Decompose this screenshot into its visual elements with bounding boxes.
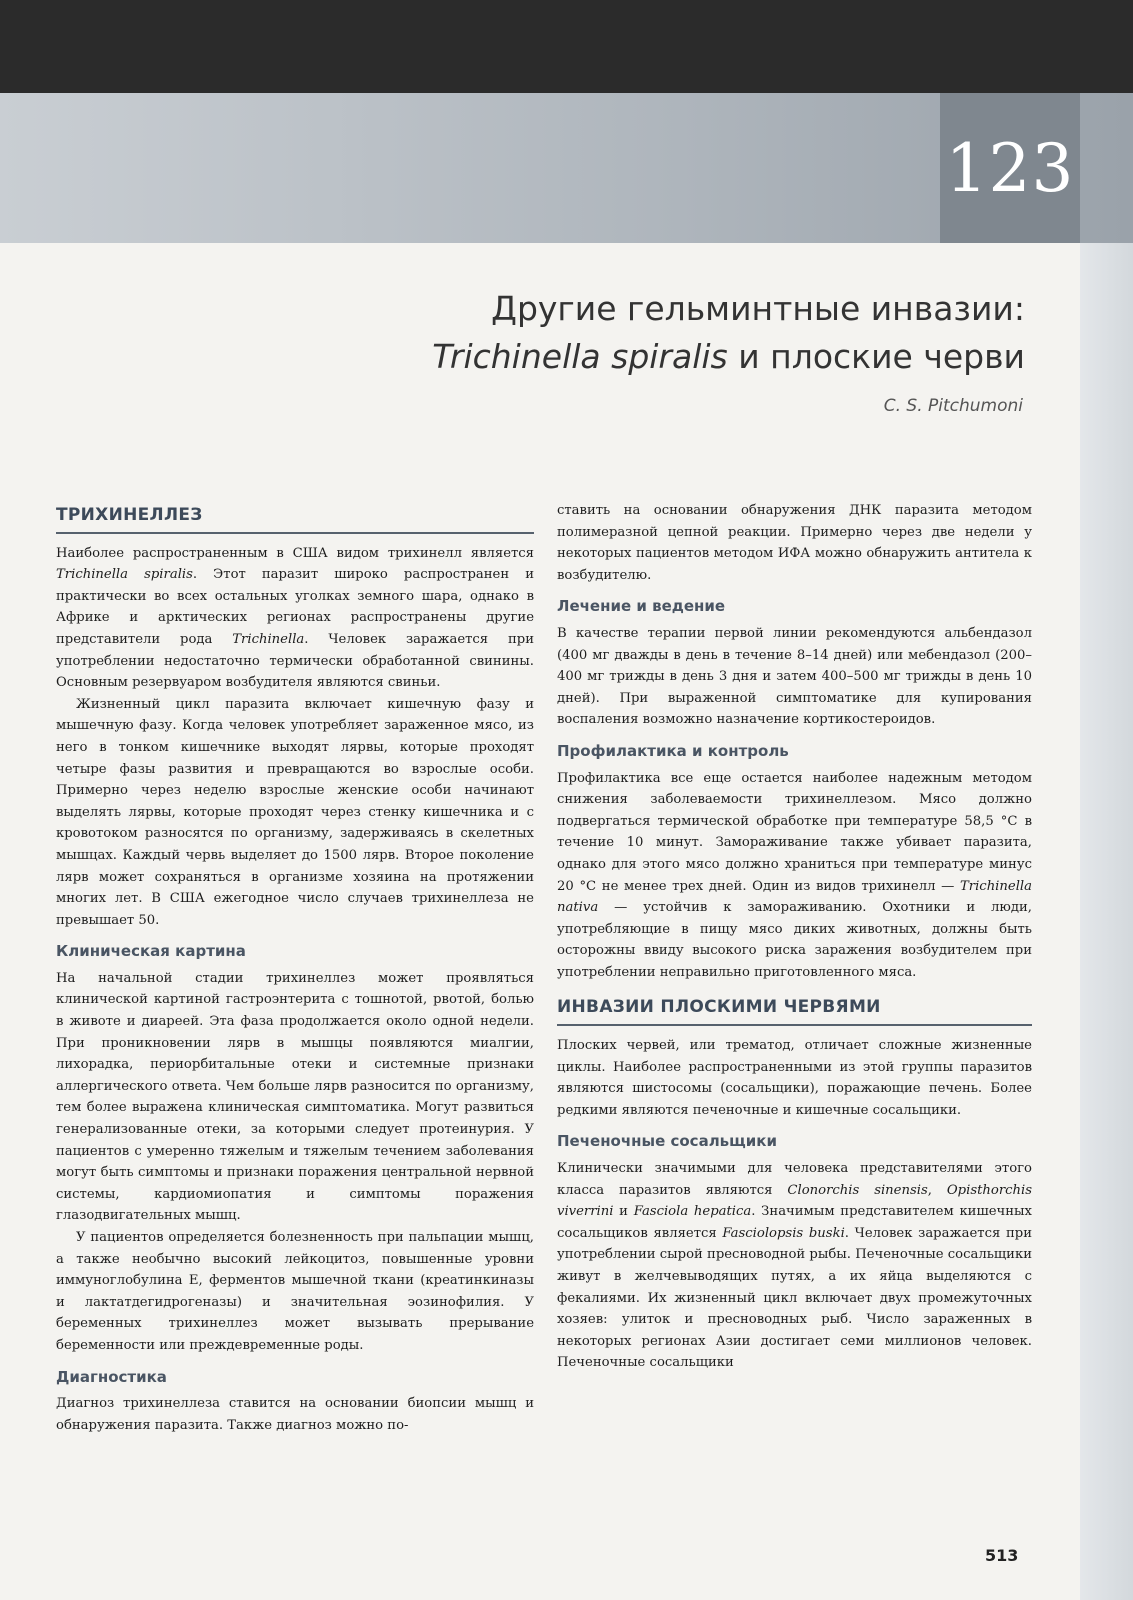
chapter-number: 123 (945, 129, 1075, 207)
text: Клинически значимыми для человека представителями этого класса паразитов являются (557, 1161, 1032, 1198)
species-name: Trichinella spiralis (56, 567, 193, 583)
chapter-title-species: Trichinella spiralis (432, 337, 728, 376)
subsection-title-treatment: Лечение и ведение (557, 597, 726, 616)
chapter-title-line1: Другие гельминтные инвазии: (491, 289, 1025, 328)
chapter-number-box (940, 93, 1080, 243)
section-title-trichinellosis: ТРИХИНЕЛЛЕЗ (56, 505, 534, 534)
paragraph: Диагноз трихинеллеза ставится на основании биопсии мышц и обнаружения паразита. Также диагноз можно по- (56, 1396, 534, 1433)
species-name: Trichinella nativa (557, 878, 1032, 916)
paragraph: На начальной стадии трихинеллез может проявляться клинической картиной гастроэнтерита с тошнотой, рвотой, болью в животе и диареей. Эта фаза продолжается около одной недели. При проникновении лярв в мышцы появляются миалгии, лихорадка, периорбитальные отеки и системные признаки аллергического ответа. Чем больше лярв разносится по организму, тем более выражена клиническая симптоматика. Могут развиться генерализованные отеки, за которыми следует протеинурия. У пациентов с умеренно тяжелым и тяжелым течением заболевания могут быть симптомы и признаки поражения центральной нервной системы, кардиомиопатия и симптомы поражения глазодвигательных мышц. (56, 970, 534, 1224)
chapter-title-line2: и плоские черви (727, 337, 1025, 376)
subsection-title-clinical: Клиническая картина (56, 942, 246, 961)
species-name: Fasciola hepatica (633, 1204, 752, 1220)
subsection-title-prevention: Профилактика и контроль (557, 741, 789, 760)
paragraph: У пациентов определяется болезненность при пальпации мышц, а также необычно высокий лейкоцитоз, повышенные уровни иммуноглобулина E, ферментов мышечной ткани (креатинкиназы и лактатдегидрогеназы) и значительная эозинофилия. У беременных трихинеллез может вызывать прерывание беременности или преждевременные роды. (56, 1230, 534, 1353)
text: — устойчив к замораживанию. Охотники и люди, употребляющие в пищу мясо диких животных, должны быть осторожны ввиду высокого риска заражения возбудителем при употреблении неправильно приготовленного мяса. (557, 900, 1032, 980)
paragraph: В качестве терапии первой линии рекомендуются альбендазол (400 мг дважды в день в течение 8–14 дней) или мебендазол (200–400 мг трижды в день 3 дня и затем 400–500 мг трижды в день 10 дней). При выраженной симптоматике для купирования воспаления возможно назначение кортикостероидов. (557, 625, 1032, 728)
top-dark-band (0, 0, 1133, 93)
text: , (927, 1182, 947, 1198)
species-name: Clonorchis sinensis (787, 1182, 928, 1198)
page-number: 513 (985, 1546, 1019, 1565)
paragraph: Плоских червей, или трематод, отличает сложные жизненные циклы. Наиболее распространенными из этой группы паразитов являются шистосомы (сосальщики), поражающие печень. Более редкими являются печеночные и кишечные сосальщики. (557, 1038, 1032, 1118)
author-name: C. S. Pitchumoni (883, 396, 1023, 416)
text: . Человек заражается при употреблении сырой пресноводной рыбы. Печеночные сосальщики живут в желчевыводящих путях, а их яйца выделяются с фекалиями. Их жизненный цикл включает двух промежуточных хозяев: улиток и пресноводных рыб. Число зараженных в некоторых регионах Азии достигает семи миллионов человек. Печеночные сосальщики (557, 1225, 1032, 1371)
subsection-title-diagnostics: Диагностика (56, 1367, 167, 1386)
paragraph: Жизненный цикл паразита включает кишечную фазу и мышечную фазу. Когда человек употребляет зараженное мясо, из него в тонком кишечнике выходят лярвы, которые проходят четыре фазы развития и превращаются во взрослые особи. Примерно через неделю взрослые женские особи начинают выделять лярвы, которые проходят через стенку кишечника и с кровотоком разносятся по организму, задерживаясь в скелетных мышцах. Каждый червь выделяет до 1500 лярв. Второе поколение лярв может сохраняться в организме хозяина на протяжении многих лет. В США ежегодное число случаев трихинеллеза не превышает 50. (56, 696, 534, 928)
paragraph (557, 1158, 1032, 1374)
section-title-flatworms: ИНВАЗИИ ПЛОСКИМИ ЧЕРВЯМИ (557, 997, 1032, 1026)
text: и (613, 1204, 634, 1220)
right-column (557, 500, 1032, 1374)
text: . Этот паразит широко распространен и практически во всех остальных уголках земного шара, однако в Африке и арктических регионах распространены другие представители рода (56, 567, 535, 647)
left-column (56, 505, 534, 1436)
chapter-title (325, 285, 1025, 381)
text: . Человек заражается при употреблении недостаточно термически обработанной свинины. Основным резервуаром возбудителя являются свиньи. (56, 631, 535, 691)
subsection-title-liver-flukes: Печеночные сосальщики (557, 1132, 777, 1151)
paragraph (557, 768, 1032, 984)
species-name: Fasciolopsis buski (722, 1225, 845, 1241)
paragraph (56, 543, 534, 694)
species-name: Opisthorchis viverrini (557, 1182, 1032, 1220)
text: . Значимым представителем кишечных сосальщиков является (557, 1204, 1032, 1241)
text: Наиболее распространенным в США видом трихинелл является (56, 545, 534, 561)
genus-name: Trichinella (232, 631, 305, 647)
paragraph: ставить на основании обнаружения ДНК паразита методом полимеразной цепной реакции. Примерно через две недели у некоторых пациентов методом ИФА можно обнаружить антитела к возбудителю. (557, 503, 1032, 583)
page-edge-strip (1080, 243, 1133, 1600)
text: Профилактика все еще остается наиболее надежным методом снижения заболеваемости трихинеллезом. Мясо должно подвергаться термической обработке при температуре 58,5 °C в течение 10 минут. Замораживание также убивает паразита, однако для этого мясо должно храниться при температуре минус 20 °C не менее трех дней. Один из видов трихинелл — (557, 770, 1032, 894)
